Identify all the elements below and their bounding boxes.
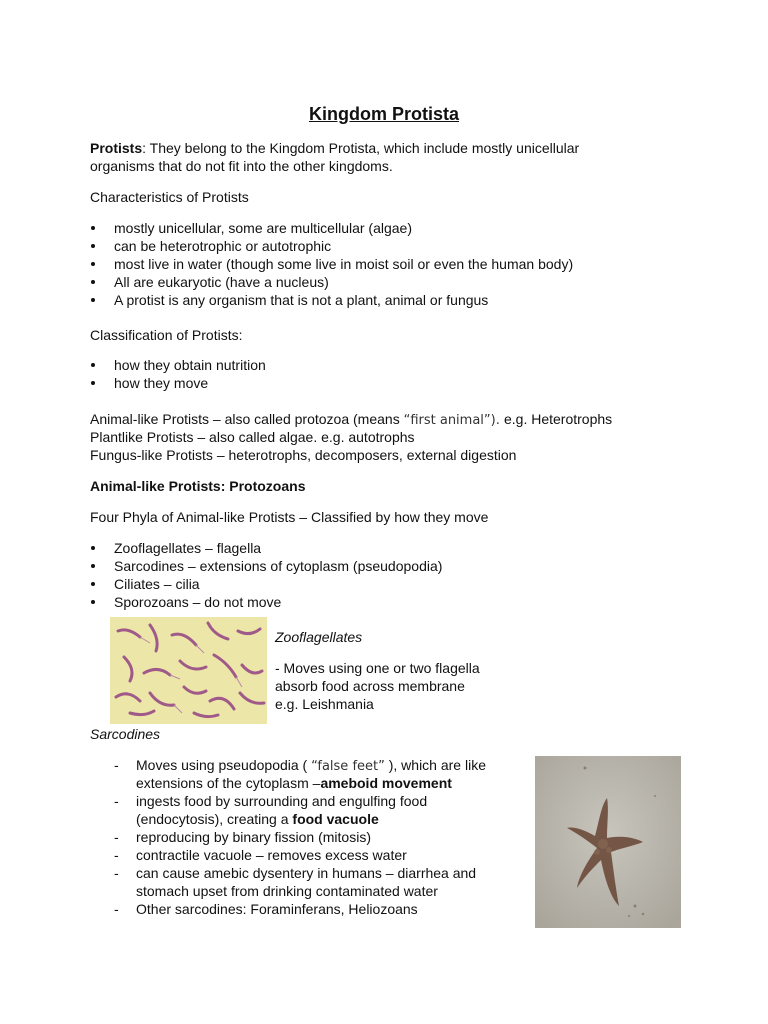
intro-text-2: organisms that do not fit into the other kingdoms. xyxy=(90,158,393,174)
zooflagellates-image xyxy=(110,617,267,724)
list-item: Sporozoans – do not move xyxy=(90,593,650,611)
zooflagellates-heading: Zooflagellates xyxy=(275,629,363,645)
classification-heading: Classification of Protists: xyxy=(90,327,243,343)
list-item: most live in water (though some live in moist soil or even the human body) xyxy=(90,255,650,273)
zooflagellates-line-3: e.g. Leishmania xyxy=(275,696,374,712)
dash-marker: - xyxy=(114,829,119,845)
animal-group-quote: “first animal”). xyxy=(403,413,504,428)
sarcodines-item-6: Other sarcodines: Foraminferans, Heliozoans xyxy=(136,901,418,917)
sarcodines-item-3: reproducing by binary fission (mitosis) xyxy=(136,829,371,845)
dash-marker: - xyxy=(114,865,119,881)
list-item: how they move xyxy=(90,374,650,392)
animal-group-suffix: e.g. Heterotrophs xyxy=(503,411,613,427)
list-item xyxy=(114,846,514,864)
list-item: Zooflagellates – flagella xyxy=(90,539,650,557)
list-item xyxy=(114,864,514,900)
protist-groups xyxy=(90,410,690,464)
amoeba-micrograph xyxy=(535,756,681,928)
intro-text-1: : They belong to the Kingdom Protista, which include mostly unicellular xyxy=(142,140,580,156)
amoeba-image xyxy=(535,756,681,928)
food-vacuole-term: food vacuole xyxy=(292,811,379,827)
list-item xyxy=(114,828,514,846)
sarcodines-item-1-line2: extensions of the cytoplasm – xyxy=(136,775,321,791)
classification-list xyxy=(90,356,650,392)
list-item: All are eukaryotic (have a nucleus) xyxy=(90,273,650,291)
list-item: can be heterotrophic or autotrophic xyxy=(90,237,650,255)
zooflagellates-line-2: absorb food across membrane xyxy=(275,678,465,694)
zooflagellates-micrograph xyxy=(110,617,267,724)
dash-marker: - xyxy=(114,901,119,917)
list-item: Ciliates – cilia xyxy=(90,575,650,593)
animal-group-prefix: Animal-like Protists – also called protozoa (means xyxy=(90,411,404,427)
sarcodines-item-5-line2: stomach upset from drinking contaminated water xyxy=(136,883,438,899)
intro-term: Protists xyxy=(90,140,143,156)
fungus-group: Fungus-like Protists – heterotrophs, decomposers, external digestion xyxy=(90,447,517,463)
sarcodines-item-2-line1: ingests food by surrounding and engulfing food xyxy=(136,793,428,809)
list-item xyxy=(114,756,514,792)
characteristics-heading: Characteristics of Protists xyxy=(90,189,249,205)
phyla-heading: Four Phyla of Animal-like Protists – Classified by how they move xyxy=(90,509,489,525)
protozoans-heading: Animal-like Protists: Protozoans xyxy=(90,478,306,494)
ameboid-movement-term: ameboid movement xyxy=(320,775,452,791)
sarcodines-heading: Sarcodines xyxy=(90,726,161,742)
list-item xyxy=(114,792,514,828)
list-item: how they obtain nutrition xyxy=(90,356,650,374)
phyla-list xyxy=(90,539,650,611)
sarcodines-item-1-post: ), which are like xyxy=(384,757,486,773)
sarcodines-list xyxy=(114,756,514,918)
list-item: mostly unicellular, some are multicellular (algae) xyxy=(90,219,650,237)
sarcodines-item-1-quote: “false feet” xyxy=(311,759,385,774)
characteristics-list xyxy=(90,219,650,309)
zooflagellates-text xyxy=(275,628,575,713)
dash-marker: - xyxy=(114,793,119,809)
page-title: Kingdom Protista xyxy=(308,104,459,124)
dash-marker: - xyxy=(114,757,119,773)
dash-marker: - xyxy=(114,847,119,863)
sarcodines-item-2-line2: (endocytosis), creating a xyxy=(136,811,293,827)
plant-group: Plantlike Protists – also called algae. e.g. autotrophs xyxy=(90,429,415,445)
sarcodines-item-5-line1: can cause amebic dysentery in humans – diarrhea and xyxy=(136,865,477,881)
sarcodines-item-4: contractile vacuole – removes excess water xyxy=(136,847,407,863)
zooflagellates-line-1: - Moves using one or two flagella xyxy=(275,660,480,676)
intro-paragraph xyxy=(90,139,650,175)
list-item xyxy=(114,900,514,918)
list-item: A protist is any organism that is not a plant, animal or fungus xyxy=(90,291,650,309)
list-item: Sarcodines – extensions of cytoplasm (pseudopodia) xyxy=(90,557,650,575)
sarcodines-item-1-pre: Moves using pseudopodia ( xyxy=(136,757,312,773)
